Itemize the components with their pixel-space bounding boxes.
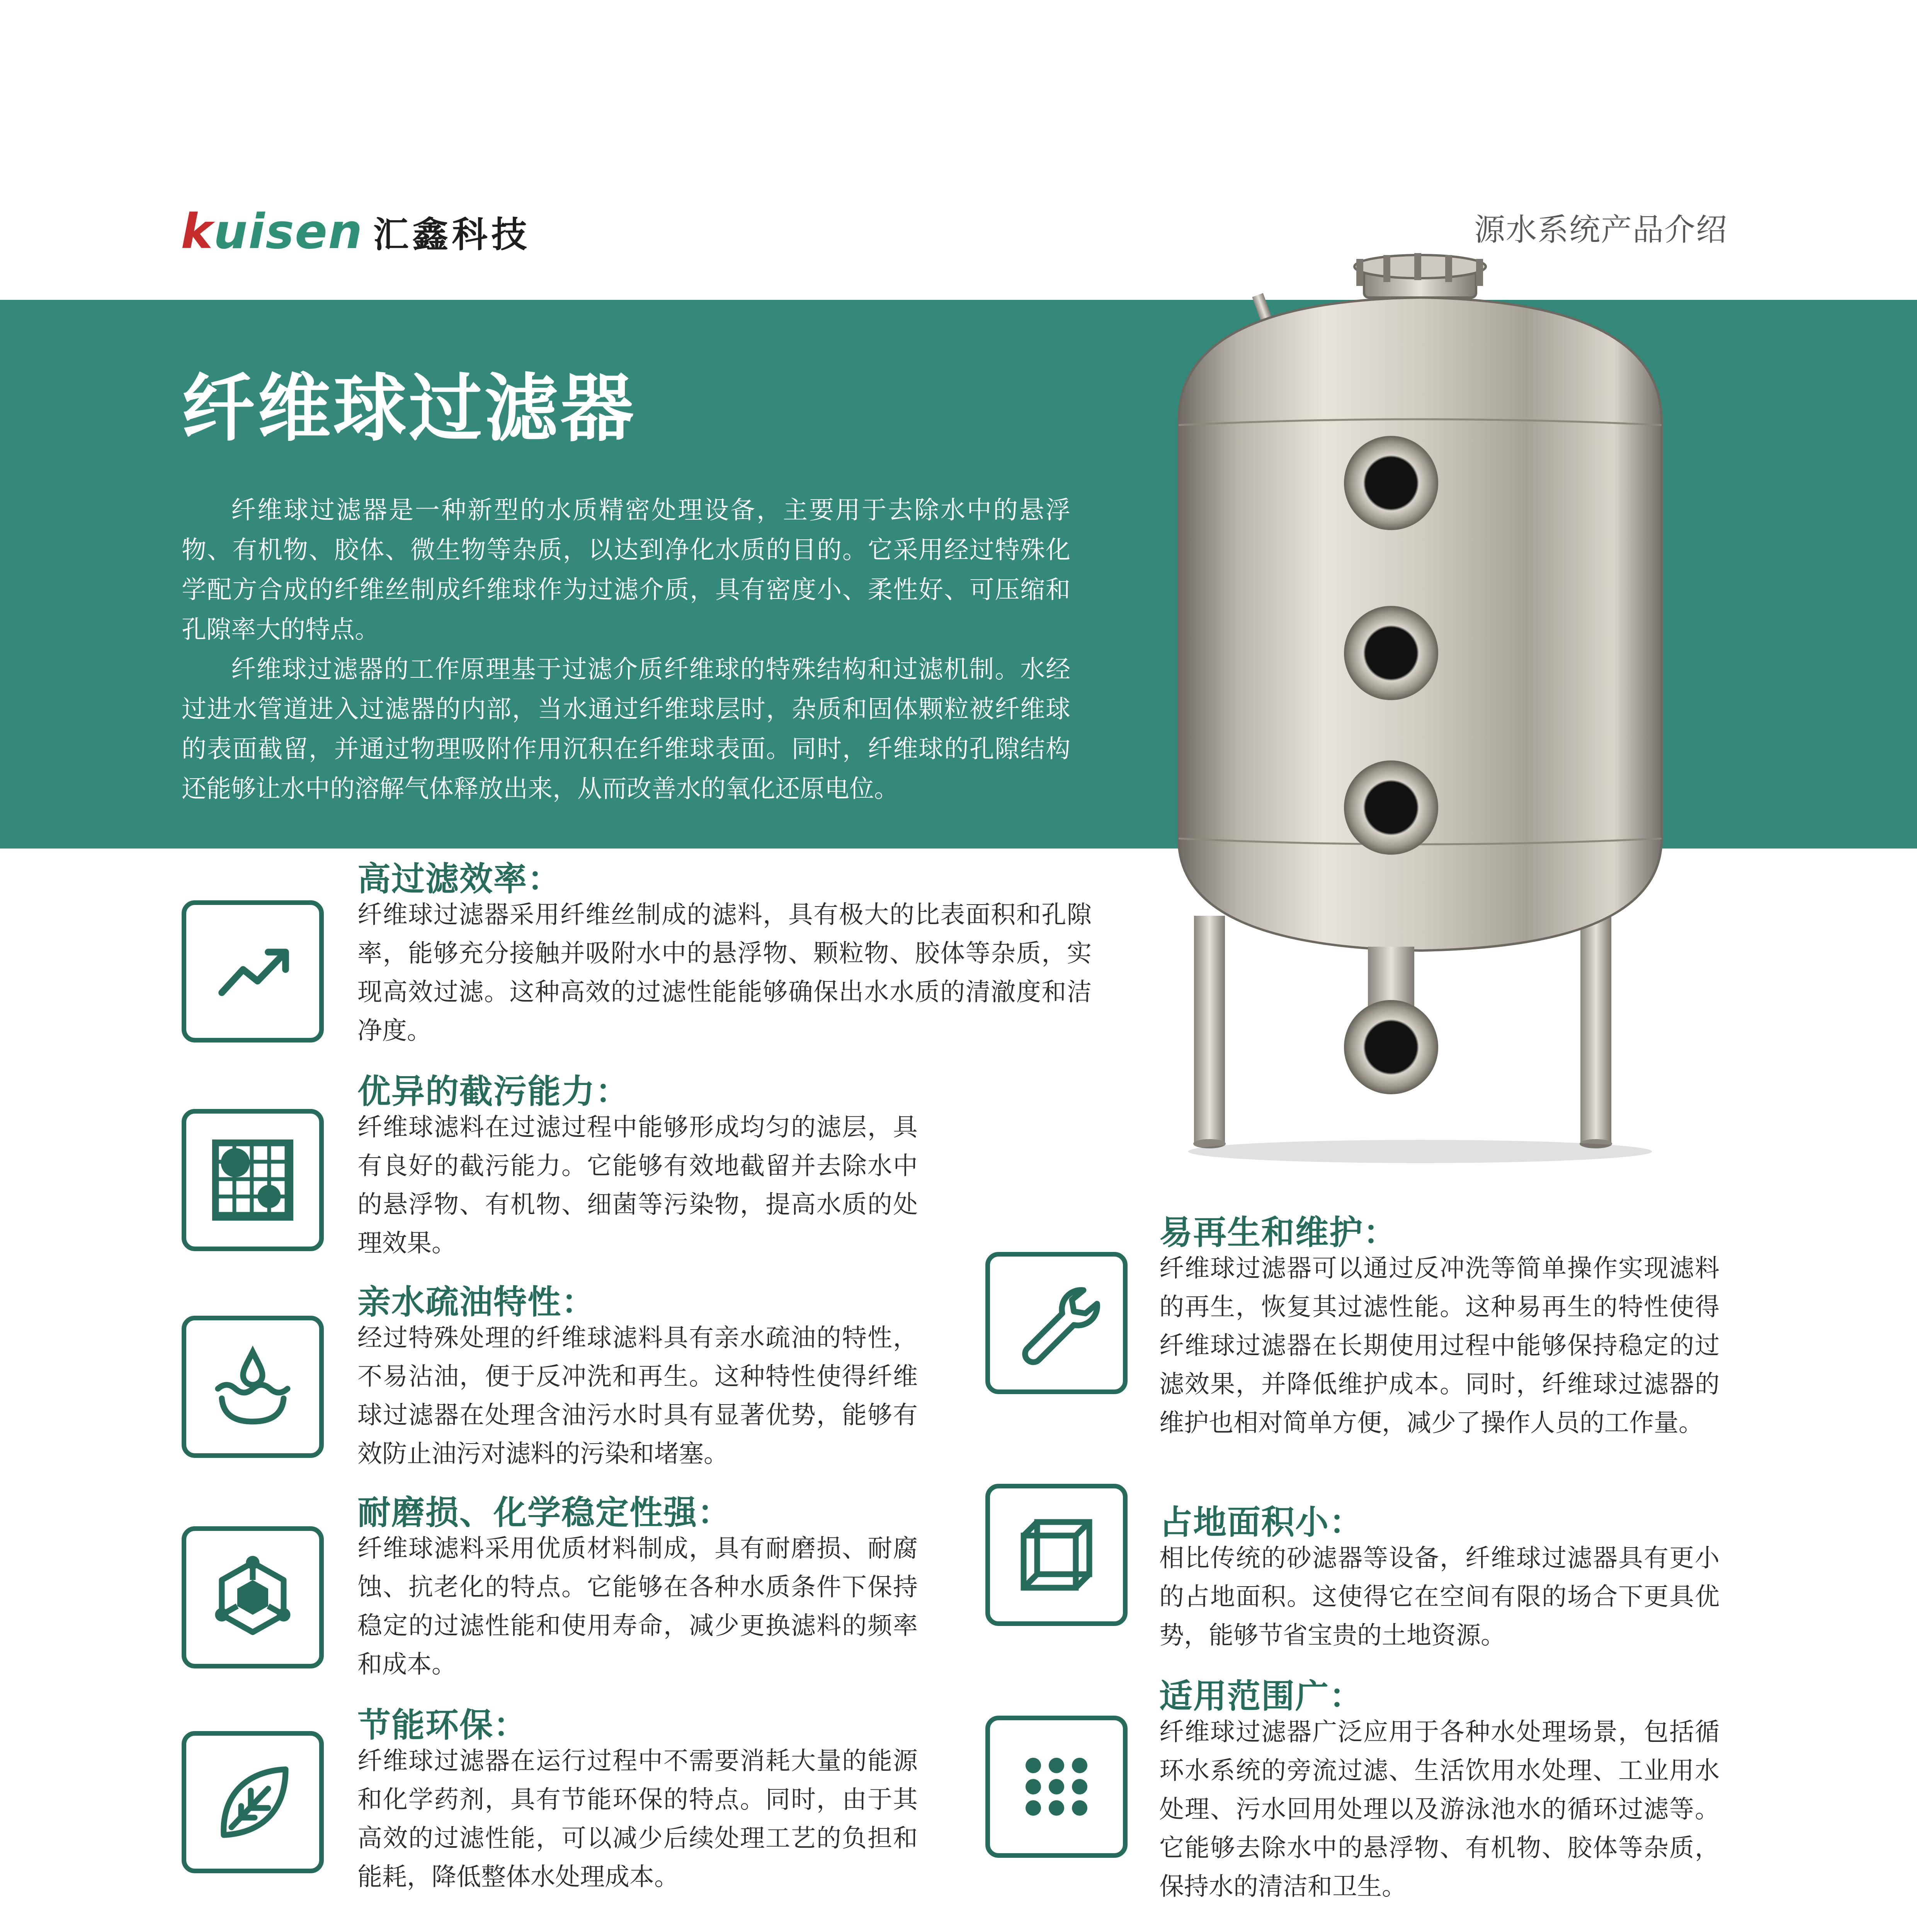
logo-chinese: 汇鑫科技	[373, 214, 531, 255]
feature-text: 纤维球滤料在过滤过程中能够形成均匀的滤层，具有良好的截污能力。它能够有效地截留并去除水中的悬浮物、有机物、细菌等污染物，提高水质的处理效果。	[357, 1113, 918, 1258]
logo-rest: uisen	[213, 204, 363, 260]
dots-grid-icon	[985, 1716, 1128, 1858]
page-title: 纤维球过滤器	[182, 366, 636, 451]
feature-title: 易再生和维护：	[1159, 1213, 1397, 1252]
feature-text: 相比传统的砂滤器等设备，纤维球过滤器具有更小的占地面积。这使得它在空间有限的场合下更具优势，能够节省宝贵的土地资源。	[1159, 1544, 1720, 1650]
wrench-icon	[985, 1252, 1128, 1394]
feature-title: 节能环保：	[357, 1706, 527, 1745]
logo-latin	[181, 204, 363, 260]
feature-title: 占地面积小：	[1159, 1503, 1363, 1542]
feature-title: 亲水疏油特性：	[357, 1283, 595, 1321]
product-image	[1167, 243, 1669, 1171]
feature-text: 经过特殊处理的纤维球滤料具有亲水疏油的特性，不易沾油，便于反冲洗和再生。这种特性使得纤维球过滤器在处理含油污水时具有显著优势，能够有效防止油污对滤料的污染和堵塞。	[357, 1324, 918, 1468]
feature-text: 纤维球过滤器在运行过程中不需要消耗大量的能源和化学药剂，具有节能环保的特点。同时，由于其高效的过滤性能，可以减少后续处理工艺的负担和能耗，降低整体水处理成本。	[357, 1747, 918, 1891]
grid-filter-icon	[182, 1109, 324, 1251]
feature-text: 纤维球过滤器可以通过反冲洗等简单操作实现滤料的再生，恢复其过滤性能。这种易再生的特性使得纤维球过滤器在长期使用过程中能够保持稳定的过滤效果，并降低维护成本。同时，纤维球过滤器的维护也相对简单方便，减少了操作人员的工作量。	[1159, 1254, 1720, 1437]
feature-text: 纤维球过滤器广泛应用于各种水处理场景，包括循环水系统的旁流过滤、生活饮用水处理、工业用水处理、污水回用处理以及游泳池水的循环过滤等。它能够去除水中的悬浮物、有机物、胶体等杂质，保持水的清洁和卫生。	[1159, 1718, 1720, 1901]
feature-title: 高过滤效率：	[357, 860, 561, 898]
water-drop-icon	[182, 1316, 324, 1458]
feature-title: 优异的截污能力：	[357, 1072, 629, 1111]
intro-paragraph: 纤维球过滤器的工作原理基于过滤介质纤维球的特殊结构和过滤机制。水经过进水管道进入过滤器的内部，当水通过纤维球层时，杂质和固体颗粒被纤维球的表面截留，并通过物理吸附作用沉积在纤维球表面。同时，纤维球的孔隙结构还能够让水中的溶解气体释放出来，从而改善水的氧化还原电位。	[182, 655, 1070, 803]
section-label: 源水系统产品介绍	[1474, 212, 1728, 248]
leaf-icon	[182, 1731, 324, 1873]
intro-text	[182, 491, 1070, 809]
molecule-icon	[182, 1526, 324, 1668]
feature-text: 纤维球过滤器采用纤维丝制成的滤料，具有极大的比表面积和孔隙率，能够充分接触并吸附水中的悬浮物、颗粒物、胶体等杂质，实现高效过滤。这种高效的过滤性能能够确保出水水质的清澈度和洁净度。	[357, 901, 1092, 1045]
intro-paragraph: 纤维球过滤器是一种新型的水质精密处理设备，主要用于去除水中的悬浮物、有机物、胶体、微生物等杂质，以达到净化水质的目的。它采用经过特殊化学配方合成的纤维丝制成纤维球作为过滤介质，具有密度小、柔性好、可压缩和孔隙率大的特点。	[182, 496, 1070, 644]
feature-text: 纤维球滤料采用优质材料制成，具有耐磨损、耐腐蚀、抗老化的特点。它能够在各种水质条件下保持稳定的过滤性能和使用寿命，减少更换滤料的频率和成本。	[357, 1534, 918, 1679]
feature-title: 耐磨损、化学稳定性强：	[357, 1493, 731, 1532]
brand-logo	[181, 203, 531, 261]
filter-tank-illustration	[1167, 243, 1669, 1171]
logo-k: k	[181, 204, 214, 260]
feature-title: 适用范围广：	[1159, 1677, 1363, 1716]
cube-icon	[985, 1484, 1128, 1626]
trend-up-icon	[182, 900, 324, 1043]
